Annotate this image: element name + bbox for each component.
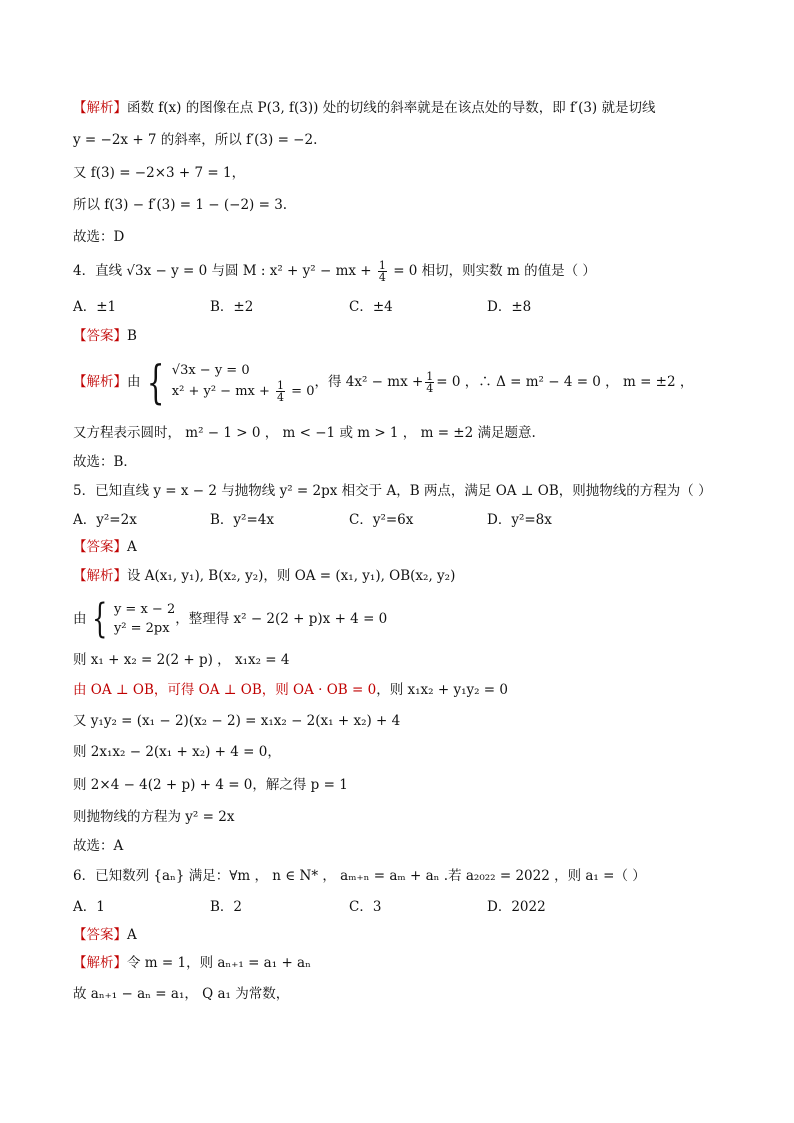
q4-option-d: D．±8 [487,299,532,315]
q5-option-b: B．y²=4x [210,512,274,528]
q4-stem-a: 4．直线 √3x − y = 0 与圆 M : x² + y² − mx + [73,263,372,279]
prev-analysis-line-2: y = −2x + 7 的斜率，所以 f′(3) = −2. [73,132,318,148]
q6-option-a: A．1 [73,899,105,915]
q6-option-c: C．3 [349,899,382,915]
brace-icon: { [146,355,164,409]
q5-option-a: A．y²=2x [73,512,137,528]
q4-answer-value: B [127,328,137,344]
q4-stem [73,260,734,283]
q5-sys-row-2: y² = 2px [113,621,170,636]
q5-analysis-line-1 [73,566,734,586]
analysis-tag: 【解析】 [73,374,127,390]
q4-stem-b: = 0 相切，则实数 m 的值是（ ） [393,263,596,279]
prev-analysis-line-4: 所以 f(3) − f′(3) = 1 − (−2) = 3. [73,197,288,213]
q5-option-d: D．y²=8x [487,512,552,528]
q4-fraction: $\frac{1}{4}$ [378,259,386,284]
q4-analysis-line-2: 又方程表示圆时， m² − 1 > 0 ， m < −1 或 m > 1 ， m = ±2 满足题意. [73,425,536,441]
q4-answer [73,326,734,346]
q5-sys-suffix: ，整理得 x² − 2(2 + p)x + 4 = 0 [175,611,388,627]
q4-sys-row-1: √3x − y = 0 [171,363,250,378]
q5-dot-product-note: ，则 x₁x₂ + y₁y₂ = 0 [376,682,508,698]
answer-tag: 【答案】 [73,328,127,344]
q6-stem: 6．已知数列 {aₙ} 满足：∀m ， n ∈ N* ， aₘ₊ₙ = aₘ + aₙ .若 a₂₀₂₂ = 2022 ，则 a₁ =（ ） [73,868,646,884]
q4-sys-row-2: x² + y² − mx + $\frac{1}{4}$ = 0 [171,379,315,404]
q4-choice: 故选：B． [73,454,137,470]
q5-analysis-line-8: 则抛物线的方程为 y² = 2x [73,809,235,825]
q6-analysis-line-1 [73,953,734,973]
q5-option-c: C．y²=6x [349,512,414,528]
analysis-tag: 【解析】 [73,955,127,971]
prev-analysis-line-1 [73,98,734,118]
q5-analysis-line-6: 则 2x₁x₂ − 2(x₁ + x₂) + 4 = 0， [73,744,281,760]
q4-option-b: B．±2 [210,299,254,315]
q5-analysis-line-7: 则 2×4 − 4(2 + p) + 4 = 0，解之得 p = 1 [73,777,348,793]
q5-perpendicular-note: 由 OA ⊥ OB，可得 OA ⊥ OB，则 OA · OB = 0 [73,682,377,698]
q4-option-c: C．±4 [349,299,393,315]
q6-option-d: D．2022 [487,899,546,915]
q4-equation-system [141,355,315,409]
q6-analysis-text: 令 m = 1，则 aₙ₊₁ = a₁ + aₙ [127,955,311,971]
q4-analysis-prefix: 由 [127,374,141,390]
q5-answer [73,537,734,557]
analysis-tag: 【解析】 [73,100,127,116]
prev-analysis-line-3: 又 f(3) = −2×3 + 7 = 1， [73,165,246,181]
q5-analysis-line-3: 则 x₁ + x₂ = 2(2 + p) ， x₁x₂ = 4 [73,652,290,668]
q5-answer-value: A [127,539,137,555]
q5-analysis-line-4 [73,680,734,700]
q6-option-b: B．2 [210,899,243,915]
q4-analysis-mid-b: = 0 ，∴ Δ = m² − 4 = 0 ， m = ±2 ， [436,374,694,390]
q5-stem: 5．已知直线 y = x − 2 与抛物线 y² = 2px 相交于 A，B 两点，满足 OA ⊥ OB，则抛物线的方程为（ ） [73,483,712,499]
q6-answer-value: A [127,927,137,943]
analysis-tag: 【解析】 [73,568,127,584]
prev-choice: 故选：D [73,229,125,245]
q5-sys-row-1: y = x − 2 [113,602,176,617]
q6-answer [73,925,734,945]
q4-analysis-mid-a: ，得 4x² − mx + [314,374,424,390]
q6-analysis-line-2: 故 aₙ₊₁ − aₙ = a₁， Q a₁ 为常数， [73,986,290,1002]
q4-analysis-fraction: $\frac{1}{4}$ [426,369,434,395]
q5-equation-system: 由 { y = x − 2 y² = 2px ，整理得 x² − 2(2 + p)x + 4 = 0 [73,596,388,642]
q5-analysis-line-5: 又 y₁y₂ = (x₁ − 2)(x₂ − 2) = x₁x₂ − 2(x₁ + x₂) + 4 [73,713,401,729]
answer-tag: 【答案】 [73,539,127,555]
analysis-text: 函数 f(x) 的图像在点 P(3, f(3)) 处的切线的斜率就是在该点处的导数，即 f′(3) 就是切线 [127,100,656,116]
brace-icon: { [91,596,107,642]
q4-option-a: A．±1 [73,299,117,315]
answer-tag: 【答案】 [73,927,127,943]
q5-analysis-text: 设 A(x₁, y₁), B(x₂, y₂)，则 OA = (x₁, y₁), OB(x₂, y₂) [127,568,456,584]
q4-analysis [73,352,734,412]
q5-choice: 故选：A [73,838,124,854]
